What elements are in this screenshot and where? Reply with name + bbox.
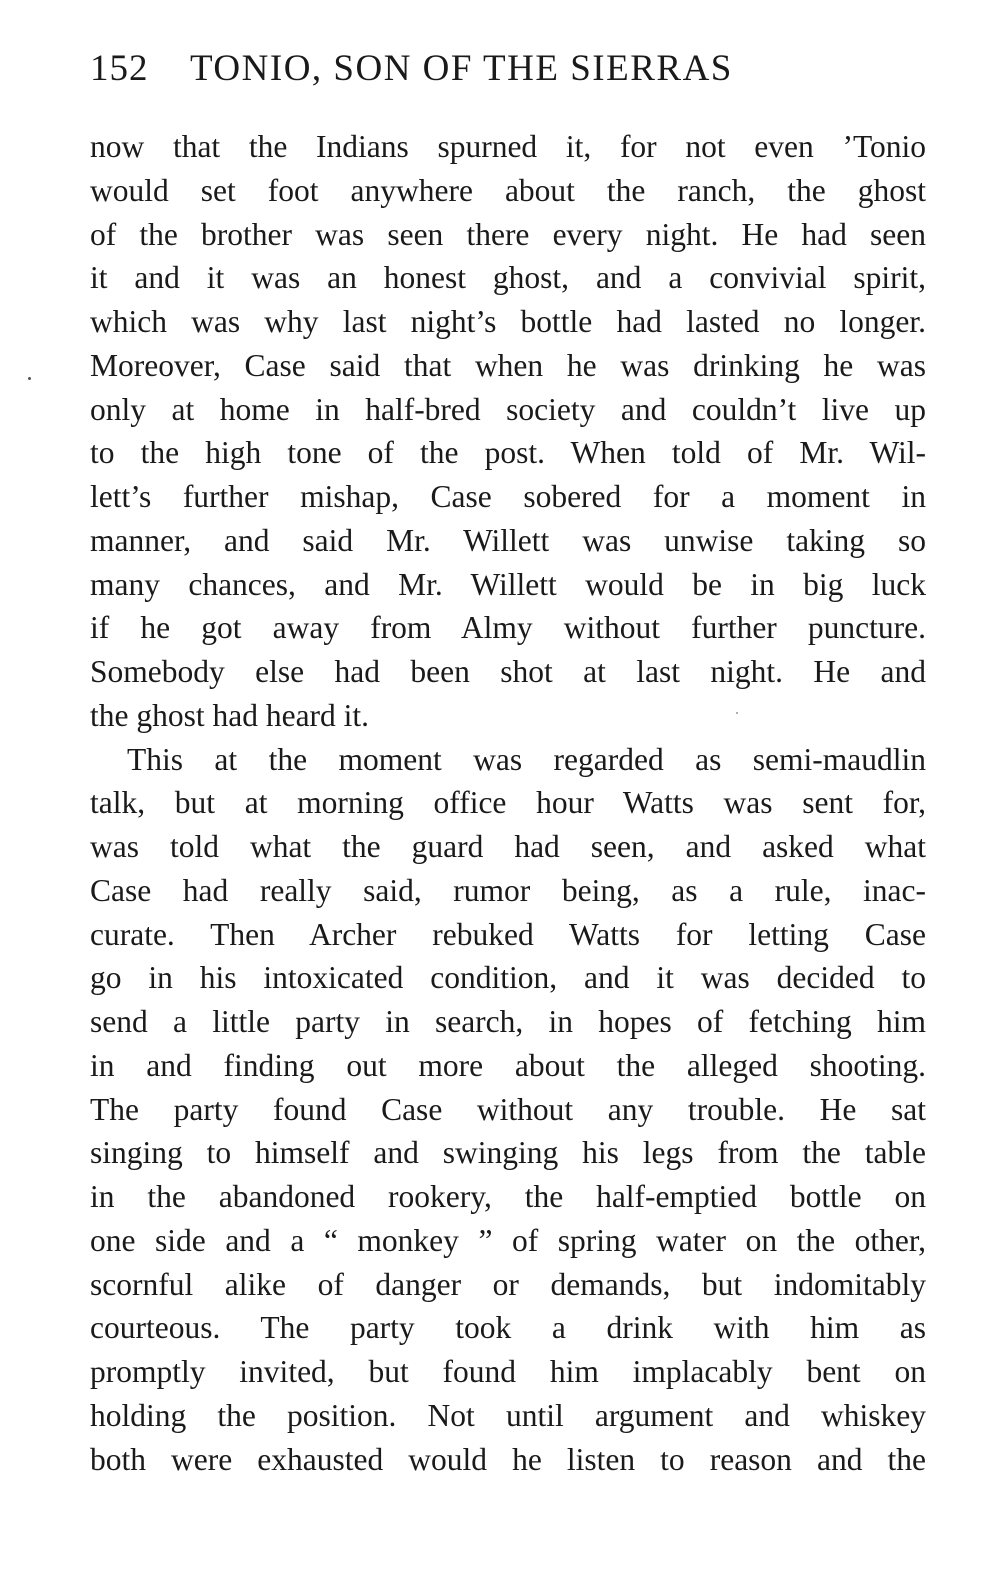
text-line: in the abandoned rookery, the half-emptied bottle on: [90, 1179, 926, 1214]
body-text: [90, 125, 926, 1481]
text-line: courteous. The party took a drink with him as: [90, 1310, 926, 1346]
text-line: would set foot anywhere about the ranch, the ghost: [90, 172, 926, 208]
text-line: only at home in half-bred society and couldn’t live up: [90, 391, 926, 427]
running-title: TONIO, SON OF THE SIERRAS: [190, 48, 733, 89]
text-line: Somebody else had been shot at last night. He and: [90, 654, 926, 689]
text-line: Case had really said, rumor being, as a rule, inac-: [90, 872, 926, 908]
text-line: scornful alike of danger or demands, but indomitably: [90, 1266, 926, 1302]
text-line: to the high tone of the post. When told of Mr. Wil-: [90, 435, 926, 471]
text-line: promptly invited, but found him implacably bent on: [90, 1354, 926, 1389]
text-line: This at the moment was regarded as semi-maudlin: [127, 741, 926, 777]
text-line: Moreover, Case said that when he was drinking he was: [90, 347, 926, 383]
text-line: both were exhausted would he listen to reason and the: [90, 1441, 926, 1477]
text-line: it and it was an honest ghost, and a convivial spirit,: [90, 260, 926, 296]
text-line: which was why last night’s bottle had lasted no longer.: [90, 304, 926, 339]
text-line: curate. Then Archer rebuked Watts for letting Case: [90, 916, 926, 952]
text-line: one side and a “ monkey ” of spring water on the other,: [90, 1222, 926, 1258]
margin-speck: [28, 377, 31, 380]
page-number: 152: [90, 48, 149, 89]
paragraph-2: [90, 738, 926, 1482]
text-line: send a little party in search, in hopes of fetching him: [90, 1004, 926, 1039]
text-line: talk, but at morning office hour Watts was sent for,: [90, 785, 926, 821]
text-line: The party found Case without any trouble. He sat: [90, 1091, 926, 1127]
text-line: now that the Indians spurned it, for not even ’Tonio: [90, 129, 926, 164]
paragraph-1: [90, 125, 926, 738]
text-line: in and finding out more about the alleged shooting.: [90, 1047, 926, 1083]
running-head: [90, 44, 930, 94]
text-line: holding the position. Not until argument and whiskey: [90, 1397, 926, 1433]
text-line: singing to himself and swinging his legs from the table: [90, 1135, 926, 1171]
text-line: if he got away from Almy without further puncture.: [90, 610, 926, 646]
text-line: manner, and said Mr. Willett was unwise taking so: [90, 522, 926, 558]
text-line: many chances, and Mr. Willett would be in big luck: [90, 566, 926, 602]
text-line: lett’s further mishap, Case sobered for a moment in: [90, 479, 926, 514]
text-line: of the brother was seen there every night. He had seen: [90, 216, 926, 252]
text-line: the ghost had heard it.: [90, 697, 370, 733]
text-line: go in his intoxicated condition, and it was decided to: [90, 960, 926, 996]
text-line: was told what the guard had seen, and asked what: [90, 829, 926, 864]
